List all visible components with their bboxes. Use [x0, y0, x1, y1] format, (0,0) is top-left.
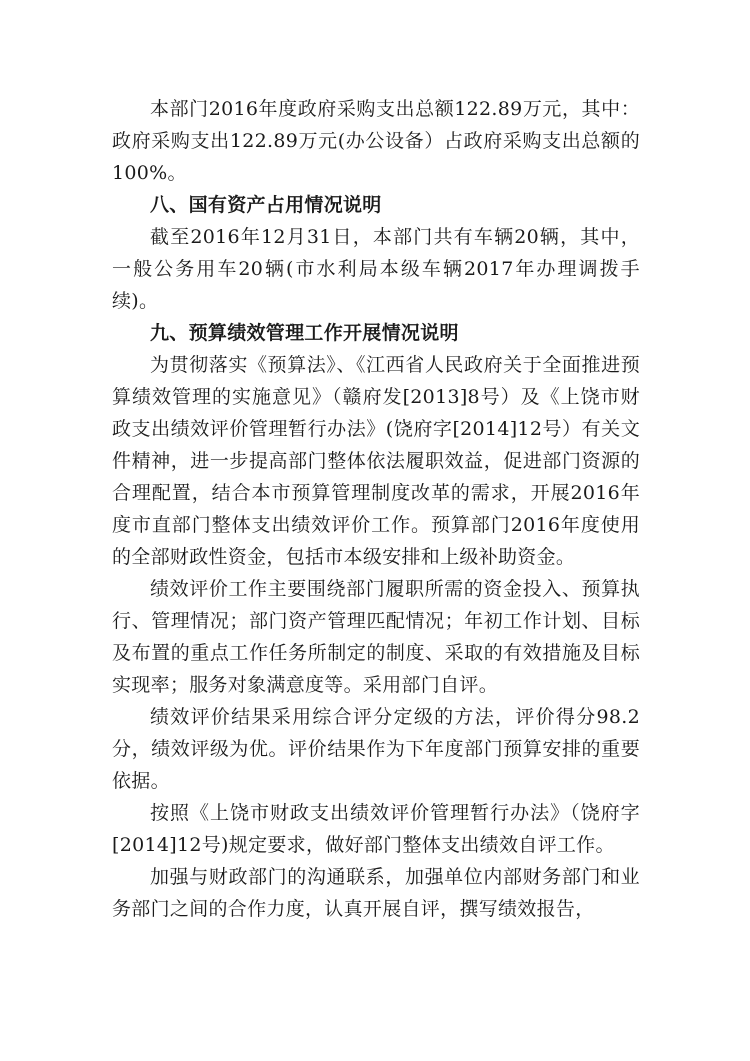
- heading-performance-management: 九、预算绩效管理工作开展情况说明: [150, 322, 459, 344]
- paragraph-evaluation-scope: 绩效评价工作主要围绕部门履职所需的资金投入、预算执行、管理情况；部门资产管理匹配情况；年初工作计划、目标及布置的重点工作任务所制定的制度、采取的有效措施及目标实现率；服务对象满意度等。采用部门自评。: [112, 578, 640, 696]
- paragraph-procurement: 本部门2016年度政府采购支出总额122.89万元，其中：政府采购支出122.89万元(办公设备）占政府采购支出总额的100%。: [112, 98, 640, 184]
- heading-state-assets: 八、国有资产占用情况说明: [150, 194, 382, 216]
- paragraph-vehicles: 截至2016年12月31日，本部门共有车辆20辆，其中，一般公务用车20辆(市水利局本级车辆2017年办理调拨手续)。: [112, 226, 640, 312]
- paragraph-policy-basis: 为贯彻落实《预算法》、《江西省人民政府关于全面推进预算绩效管理的实施意见》（赣府发[2013]8号）及《上饶市财政支出绩效评价管理暂行办法》(饶府字[2014]12号）有关文件精神，进一步提高部门整体依法履职效益，促进部门资源的合理配置，结合本市预算管理制度改革的需求，开展2016年度市直部门整体支出绩效评价工作。预算部门2016年度使用的全部财政性资金，包括市本级安排和上级补助资金。: [112, 354, 640, 568]
- document-page: [112, 93, 640, 925]
- paragraph-coordination: 加强与财政部门的沟通联系，加强单位内部财务部门和业务部门之间的合作力度，认真开展自评，撰写绩效报告，: [112, 866, 640, 920]
- paragraph-evaluation-result: 绩效评价结果采用综合评分定级的方法，评价得分98.2分，绩效评级为优。评价结果作为下年度部门预算安排的重要依据。: [112, 706, 640, 792]
- paragraph-self-evaluation: 按照《上饶市财政支出绩效评价管理暂行办法》（饶府字[2014]12号)规定要求，做好部门整体支出绩效自评工作。: [112, 802, 640, 856]
